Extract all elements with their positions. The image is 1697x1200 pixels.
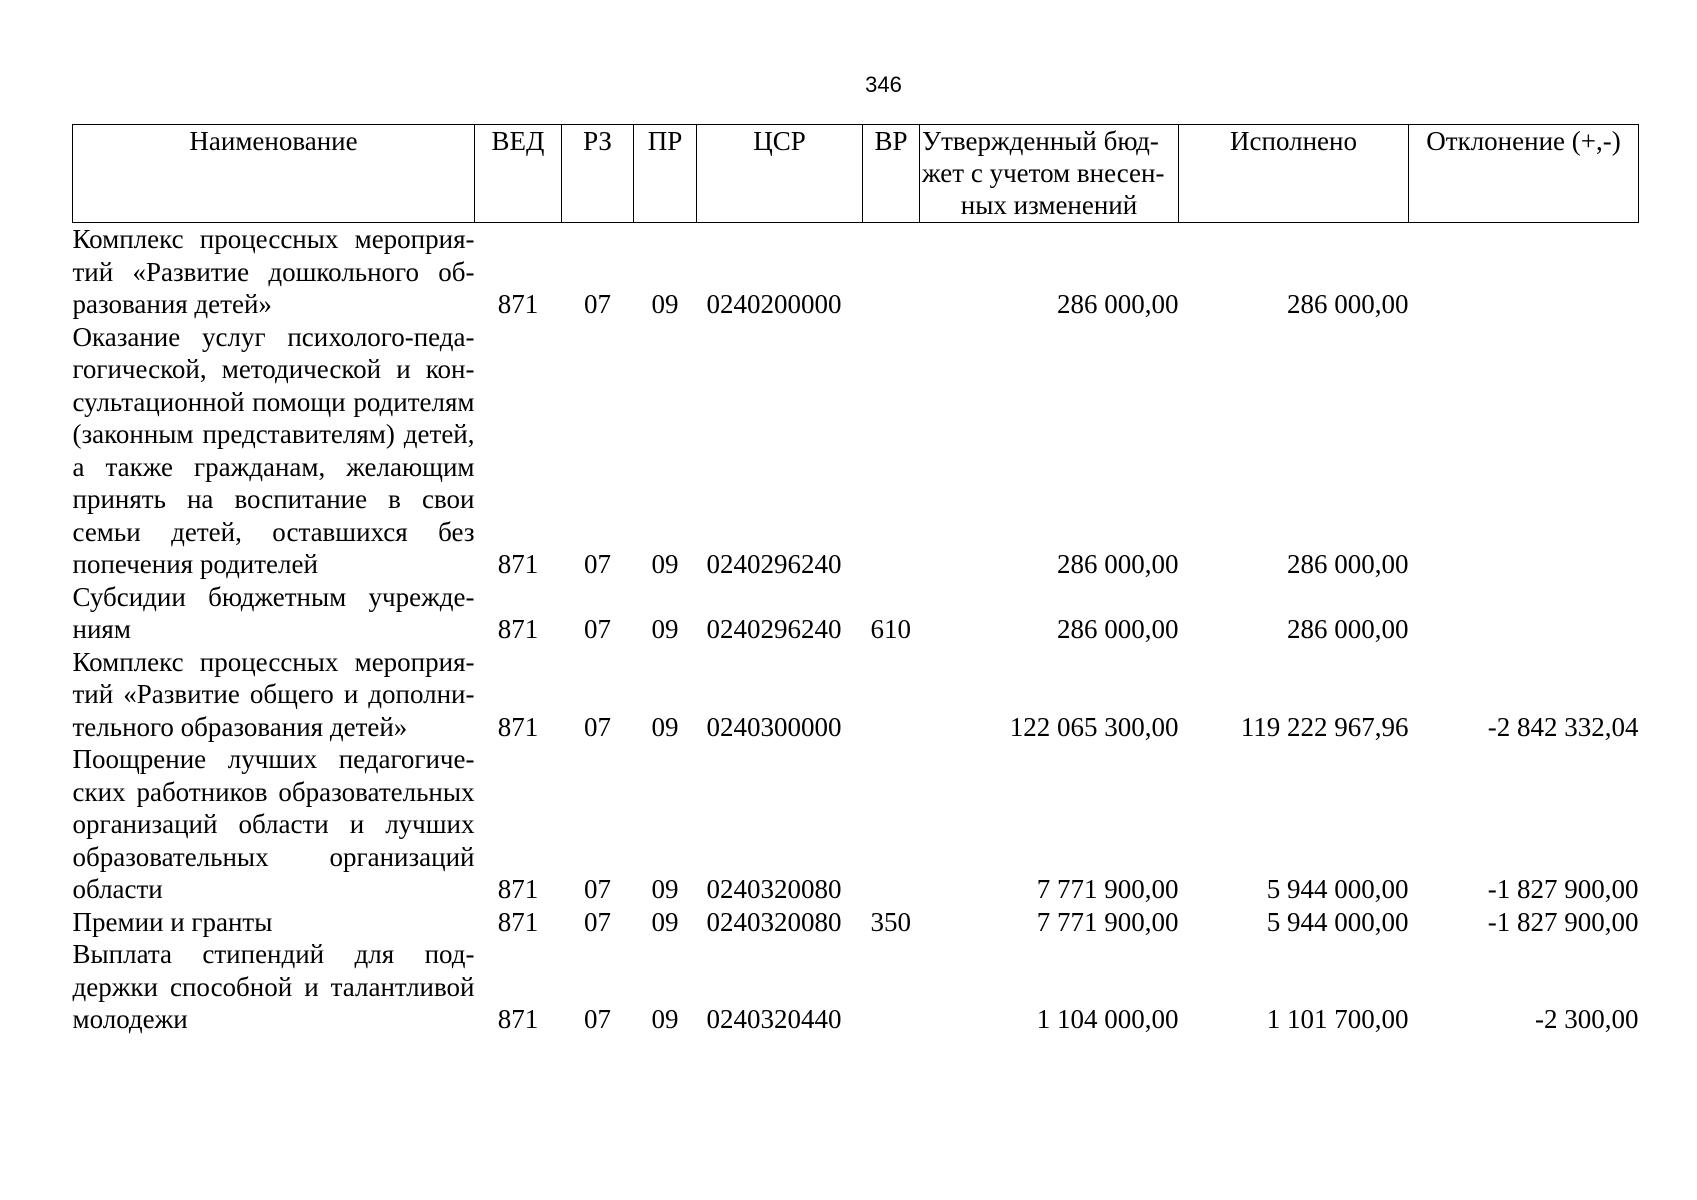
row-executed: 286 000,00 [1287, 549, 1409, 579]
row-ved: 871 [497, 874, 539, 904]
table-row [73, 321, 1639, 581]
row-budget: 7 771 900,00 [1036, 906, 1179, 937]
row-csr: 0240200000 [706, 289, 842, 319]
row-deviation [1409, 223, 1639, 321]
row-name: Поощрение лучших педагогических работников образовательных организаций области и лучших образовательных организаций области [72, 744, 475, 904]
row-pr: 09 [651, 549, 679, 579]
row-budget: 1 104 000,00 [1036, 1004, 1179, 1034]
row-budget: 7 771 900,00 [1036, 874, 1179, 904]
row-budget: 286 000,00 [1057, 614, 1179, 644]
row-vr [863, 646, 920, 744]
row-csr: 0240320080 [706, 906, 842, 937]
row-executed: 286 000,00 [1287, 614, 1409, 644]
row-deviation: -2 300,00 [1535, 1004, 1639, 1034]
header-deviation: Отклонение (+,-) [1409, 125, 1639, 223]
row-csr: 0240296240 [706, 549, 842, 579]
row-name: Субсидии бюджетным учреждениям [72, 581, 475, 644]
header-name: Наименование [73, 125, 475, 223]
row-rz: 07 [584, 614, 611, 644]
row-ved: 871 [497, 614, 539, 644]
row-rz: 07 [584, 549, 611, 579]
row-csr: 0240320440 [706, 1004, 842, 1034]
header-approved-budget [920, 125, 1179, 223]
row-vr [863, 938, 920, 1036]
row-deviation: -1 827 900,00 [1487, 906, 1639, 937]
row-vr [863, 743, 920, 906]
row-vr: 350 [870, 906, 911, 937]
row-executed: 5 944 000,00 [1266, 906, 1409, 937]
row-pr: 09 [651, 906, 679, 937]
row-executed: 5 944 000,00 [1266, 874, 1409, 904]
row-csr: 0240320080 [706, 874, 842, 904]
budget-execution-table [72, 124, 1639, 1036]
row-rz: 07 [584, 711, 611, 742]
table-header [73, 125, 1639, 223]
row-pr: 09 [651, 614, 679, 644]
table-row [73, 581, 1639, 646]
row-deviation: -2 842 332,04 [1487, 711, 1639, 742]
row-executed: 119 222 967,96 [1240, 711, 1409, 742]
header-rz: РЗ [562, 125, 634, 223]
header-budget-line2: жет с учетом внесен- [922, 158, 1165, 188]
row-name: Выплата стипендий для поддержки способной и талантливой молодежи [72, 939, 475, 1034]
header-ved: ВЕД [475, 125, 562, 223]
header-budget-line3: ных изменений [960, 190, 1138, 220]
row-deviation [1409, 581, 1639, 646]
row-executed: 286 000,00 [1287, 289, 1409, 319]
row-budget: 286 000,00 [1057, 289, 1179, 319]
row-rz: 07 [584, 906, 611, 937]
header-executed: Исполнено [1179, 125, 1409, 223]
row-pr: 09 [651, 289, 679, 319]
header-pr: ПР [634, 125, 697, 223]
row-vr [863, 223, 920, 321]
row-vr [863, 321, 920, 581]
row-ved: 871 [497, 906, 539, 937]
row-csr: 0240300000 [706, 711, 842, 742]
row-budget: 286 000,00 [1057, 549, 1179, 579]
row-budget: 122 065 300,00 [1009, 711, 1179, 742]
row-pr: 09 [651, 1004, 679, 1034]
table-row [73, 646, 1639, 744]
row-executed: 1 101 700,00 [1266, 1004, 1409, 1034]
row-csr: 0240296240 [706, 614, 842, 644]
row-name: Комплекс процессных мероприятий «Развитие дошкольного образования детей» [72, 224, 475, 319]
header-csr: ЦСР [697, 125, 863, 223]
header-vr: ВР [863, 125, 920, 223]
row-deviation [1409, 321, 1639, 581]
header-budget-line1: Утвержденный бюд- [922, 126, 1159, 156]
row-name: Оказание услуг психолого-педагогической, методической и консультационной помощи родителям (законным представителям) детей, а также гражданам, желающим принять на воспитание в свои семьи детей, оставшихся без попечения родителей [72, 321, 475, 579]
row-pr: 09 [651, 711, 679, 742]
row-deviation: -1 827 900,00 [1487, 874, 1639, 904]
row-name: Комплекс процессных мероприятий «Развитие общего и дополнительного образования детей» [72, 646, 475, 742]
table-body [73, 223, 1639, 1036]
page-number: 346 [865, 72, 902, 97]
row-rz: 07 [584, 874, 611, 904]
row-rz: 07 [584, 1004, 611, 1034]
row-ved: 871 [497, 549, 539, 579]
row-ved: 871 [497, 289, 539, 319]
table-row [73, 223, 1639, 321]
row-ved: 871 [497, 1004, 539, 1034]
table-row [73, 906, 1639, 939]
row-vr: 610 [870, 614, 911, 644]
table-row [73, 743, 1639, 906]
row-ved: 871 [497, 711, 539, 742]
table-row [73, 938, 1639, 1036]
row-rz: 07 [584, 289, 611, 319]
row-name: Премии и гранты [72, 906, 273, 937]
row-pr: 09 [651, 874, 679, 904]
